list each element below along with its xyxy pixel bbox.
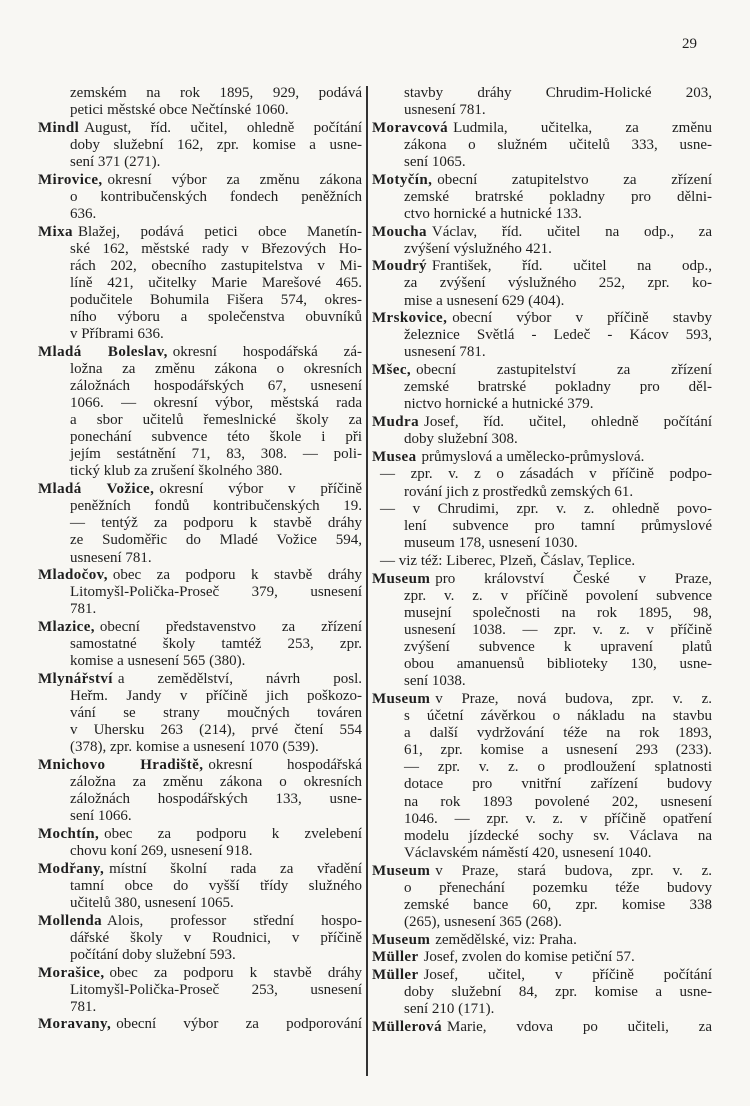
entry-text: v Uhersku 263 (214), prvé čtení 554 — [70, 722, 362, 739]
entry-line — [372, 241, 712, 258]
entry-text: a další vydržování téže na rok 1893, — [404, 725, 712, 742]
entry-line — [372, 863, 712, 880]
entry-text: záložna za změnu zákona o okresních — [70, 774, 362, 791]
entry-line — [38, 189, 362, 206]
entry-text: doby služební 308. — [404, 431, 518, 448]
entry-text: — zpr. v. z. o prodloužení splatnosti — [404, 759, 712, 776]
entry-line — [38, 463, 362, 480]
entry-text: pro království České v Praze, — [435, 570, 712, 587]
entry-line — [372, 258, 712, 275]
index-entry — [38, 619, 362, 670]
entry-text: samostatné školy tamtéž 253, zpr. — [70, 636, 362, 653]
entry-text: železnice Světlá - Ledeč - Kácov 593, — [404, 327, 712, 344]
entry-heading: Mudra — [372, 413, 419, 430]
entry-line — [372, 967, 712, 984]
entry-text: doby služební 162, zpr. komise a usne- — [70, 136, 362, 153]
entry-text: August, říd. učitel, ohledně počítání — [84, 119, 362, 136]
index-entry — [38, 913, 362, 964]
entry-line — [372, 362, 712, 379]
entry-heading: Musea — [372, 448, 417, 465]
index-entry — [372, 224, 712, 258]
entry-heading: Mšec, — [372, 362, 412, 379]
entry-text: usnesení 781. — [70, 549, 152, 566]
entry-text: Blažej, podává petici obce Manetín- — [77, 223, 362, 240]
entry-line — [372, 449, 712, 466]
entry-line — [38, 1016, 362, 1033]
entry-text: s účetní závěrkou o nákladu na stavbu — [404, 708, 712, 725]
entry-line — [38, 154, 362, 171]
entry-text: počítání doby služební 593. — [70, 946, 236, 963]
entry-line — [372, 484, 712, 501]
entry-text: v Příbrami 636. — [70, 326, 164, 343]
entry-line — [38, 739, 362, 756]
entry-heading: Mladá Vožice, — [38, 481, 155, 498]
entry-text: — tentýž za podporu k stavbě dráhy — [70, 515, 362, 532]
entry-heading: Museum — [372, 691, 431, 707]
entry-line — [372, 691, 712, 708]
entry-text: tamní obce do vyšší třídy služného — [70, 877, 362, 894]
entry-heading: Museum — [372, 862, 431, 879]
entry-line — [38, 601, 362, 618]
entry-text: jejím sestátnění 71, 83, 308. — poli- — [70, 446, 362, 463]
entry-text: podučitele Bohumila Fišera 574, okres- — [70, 291, 362, 308]
entry-text: zákona o služném učitelů 333, usne- — [404, 136, 712, 153]
entry-text: zpr. v. z. v příčině povolení subvence — [404, 587, 712, 604]
entry-line — [38, 999, 362, 1016]
entry-heading: Mochtín, — [38, 825, 100, 842]
entry-text: 781. — [70, 601, 97, 618]
entry-text: zemědělské, viz: Praha. — [435, 931, 577, 948]
entry-text: sení 1065. — [404, 153, 466, 170]
entry-line — [38, 275, 362, 292]
entry-heading: Müller — [372, 949, 419, 966]
entry-line — [372, 293, 712, 310]
index-subentry — [372, 501, 712, 552]
entry-text: Josef, zvolen do komise petiční 57. — [423, 949, 635, 966]
entry-line — [372, 673, 712, 690]
entry-line — [38, 309, 362, 326]
entry-line — [38, 172, 362, 189]
index-entry — [372, 120, 712, 171]
entry-line — [372, 154, 712, 171]
entry-text: záložnách hospodářských 67, usnesení — [70, 377, 362, 394]
entry-line — [372, 327, 712, 344]
entry-text: — zpr. v. z o zásadách v příčině podpo- — [380, 466, 712, 483]
entry-line — [38, 965, 362, 982]
entry-line — [38, 947, 362, 964]
entry-text: okresní hospodářská — [208, 757, 362, 773]
entry-line — [372, 172, 712, 189]
entry-line — [38, 515, 362, 532]
index-entry — [372, 449, 712, 466]
entry-text: obec za podporu k stavbě dráhy — [112, 567, 362, 584]
entry-text: zemské bance 60, zpr. komise 338 — [404, 896, 712, 913]
entry-text: museum 178, usnesení 1030. — [404, 535, 578, 552]
entry-text: petici městské obce Nečtínské 1060. — [70, 102, 289, 119]
entry-line — [38, 930, 362, 947]
entry-line — [372, 553, 712, 570]
entry-heading: Müllerová — [372, 1018, 442, 1035]
entry-text: ložna za změnu zákona o okresních — [70, 360, 362, 377]
entry-line — [38, 102, 362, 119]
index-entry — [372, 949, 712, 966]
index-entry — [372, 362, 712, 413]
index-entry — [372, 310, 712, 361]
entry-text: modelu jízdecké sochy sv. Václava na — [404, 827, 712, 844]
entry-line — [372, 742, 712, 759]
entry-text: Josef, učitel, v příčině počítání — [423, 966, 712, 983]
entry-line — [372, 759, 712, 776]
entry-text: Litomyšl-Polička-Proseč 253, usnesení — [70, 981, 362, 998]
entry-line — [38, 85, 362, 102]
index-entry — [38, 567, 362, 618]
entry-line — [38, 757, 362, 774]
entry-line — [372, 639, 712, 656]
entry-text: dotace pro vnitřní zařízení budovy — [404, 776, 712, 793]
entry-line — [372, 828, 712, 845]
entry-text: ze Sudoměřic do Mladé Vožice 594, — [70, 532, 362, 549]
entry-text: zvýšení výslužného 421. — [404, 240, 552, 257]
entry-text: zvýšení subvence k upravení platů — [404, 639, 712, 656]
index-entry — [38, 172, 362, 223]
entry-line — [38, 206, 362, 223]
entry-line — [38, 326, 362, 343]
entry-text: (378), zpr. komise a usnesení 1070 (539). — [70, 739, 319, 756]
entry-text: na rok 1893 povolené 202, usnesení — [404, 793, 712, 810]
entry-text: líně 421, učitelky Marie Marešové 465. — [70, 274, 362, 291]
entry-text: obecní představenstvo za zřízení — [99, 619, 362, 636]
entry-text: doby služební 84, zpr. komise a usne- — [404, 983, 712, 1000]
entry-heading: Moucha — [372, 223, 427, 240]
index-entry — [372, 967, 712, 1018]
entry-text: peněžních fondů kontribučenských 19. — [70, 498, 362, 515]
entry-line — [38, 378, 362, 395]
entry-heading: Mladočov, — [38, 567, 108, 584]
entry-line — [38, 361, 362, 378]
entry-heading: Müller — [372, 966, 419, 983]
entry-heading: Moravcová — [372, 119, 449, 136]
entry-text: o přenechání pozemku téže budovy — [404, 879, 712, 896]
entry-line — [372, 725, 712, 742]
entry-heading: Mixa — [38, 223, 73, 240]
entry-heading: Mladá Boleslav, — [38, 343, 168, 360]
entry-heading: Mindl — [38, 119, 80, 136]
entry-heading: Mollenda — [38, 912, 103, 929]
index-entry — [38, 861, 362, 912]
entry-text: Ludmila, učitelka, za změnu — [453, 119, 712, 136]
index-entry — [38, 224, 362, 344]
entry-text: 781. — [70, 998, 97, 1015]
entry-heading: Museum — [372, 570, 431, 587]
index-entry — [372, 863, 712, 931]
entry-line — [38, 412, 362, 429]
entry-line — [372, 518, 712, 535]
entry-text: sení 371 (271). — [70, 153, 161, 170]
entry-line — [38, 913, 362, 930]
entry-line — [38, 982, 362, 999]
index-entry — [372, 172, 712, 223]
entry-text: mise a usnesení 629 (404). — [404, 292, 565, 309]
entry-text: rování jich z prostředků zemských 61. — [404, 483, 634, 500]
entry-text: rách 202, obecního zastupitelstva v Mi- — [70, 257, 362, 274]
entry-text: — viz též: Liberec, Plzeň, Čáslav, Teplice. — [380, 553, 636, 570]
entry-line — [372, 310, 712, 327]
entry-line — [372, 932, 712, 949]
entry-line — [372, 501, 712, 518]
entry-line — [38, 636, 362, 653]
entry-text: Litomyšl-Polička-Proseč 379, usnesení — [70, 584, 362, 601]
index-entry — [372, 691, 712, 862]
entry-line — [372, 379, 712, 396]
entry-line — [372, 949, 712, 966]
entry-line — [372, 794, 712, 811]
entry-text: 1066. — okresní výbor, městská rada — [70, 395, 362, 412]
entry-text: vání se strany moučných továren — [70, 705, 362, 722]
entry-text: komise a usnesení 565 (380). — [70, 653, 246, 670]
entry-line — [38, 241, 362, 258]
entry-text: stavby dráhy Chrudim-Holické 203, — [404, 85, 712, 101]
entry-text: 61, zpr. komise a usnesení 293 (233). — [404, 742, 712, 759]
entry-line — [38, 429, 362, 446]
entry-text: — v Chrudimi, zpr. v. z. ohledně povo- — [380, 501, 712, 518]
entry-heading: Mlynářství — [38, 670, 113, 687]
entry-text: záložnách hospodářských 133, usne- — [70, 791, 362, 808]
entry-text: okresní výbor za změnu zákona — [107, 171, 362, 188]
entry-line — [372, 224, 712, 241]
entry-line — [38, 895, 362, 912]
entry-text: okresní výbor v příčině — [159, 481, 362, 498]
entry-text: ního výboru a společenstva obuvníků — [70, 309, 362, 325]
index-entry — [372, 571, 712, 691]
entry-text: obecní zastupitelství za zřízení — [416, 362, 712, 379]
entry-text: usnesení 781. — [404, 102, 486, 119]
index-entry — [38, 826, 362, 860]
entry-text: zemském na rok 1895, 929, podává — [70, 85, 362, 101]
entry-text: sení 210 (171). — [404, 1001, 495, 1018]
entry-line — [372, 845, 712, 862]
entry-line — [38, 619, 362, 636]
entry-line — [38, 498, 362, 515]
entry-line — [38, 705, 362, 722]
entry-line — [38, 671, 362, 688]
entry-line — [38, 808, 362, 825]
entry-line — [372, 880, 712, 897]
index-entry — [372, 932, 712, 949]
entry-line — [38, 292, 362, 309]
entry-line — [372, 120, 712, 137]
entry-line — [38, 258, 362, 275]
index-entry — [372, 1019, 712, 1036]
entry-line — [38, 395, 362, 412]
entry-line — [372, 102, 712, 119]
entry-heading: Moravany, — [38, 1016, 112, 1033]
entry-text: obec za podporu k stavbě dráhy — [109, 964, 362, 981]
entry-text: obec za podporu k zvelebení — [104, 825, 362, 842]
entry-line — [38, 120, 362, 137]
entry-text: tický klub za zrušení školného 380. — [70, 463, 283, 480]
entry-line — [38, 826, 362, 843]
entry-text: dářské školy v Roudnici, v příčině — [70, 929, 362, 946]
entry-line — [38, 224, 362, 241]
entry-text: ctvo hornické a hutnické 133. — [404, 205, 582, 222]
entry-text: usnesení 1038. — zpr. v. z. v příčině — [404, 622, 712, 639]
entry-heading: Mirovice, — [38, 171, 103, 188]
entry-text: zemské bratrské pokladny pro dělni- — [404, 188, 712, 205]
entry-heading: Morašice, — [38, 964, 105, 981]
entry-line — [372, 811, 712, 828]
entry-text: 636. — [70, 205, 97, 222]
entry-text: 1046. — zpr. v. z. v příčině opatření — [404, 810, 712, 827]
entry-text: Marie, vdova po učiteli, za — [446, 1018, 712, 1035]
entry-line — [38, 446, 362, 463]
entry-line — [372, 605, 712, 622]
entry-line — [372, 396, 712, 413]
entry-heading: Mlazice, — [38, 619, 95, 636]
entry-line — [38, 774, 362, 791]
entry-line — [38, 344, 362, 361]
entry-line — [38, 861, 362, 878]
entry-line — [372, 897, 712, 914]
entry-text: v Praze, nová budova, zpr. v. z. — [435, 691, 712, 707]
entry-text: ponechání subvence této škole i při — [70, 429, 362, 446]
entry-heading: Motyčín, — [372, 171, 433, 188]
entry-text: obou amanuensů biblioteky 130, usne- — [404, 656, 712, 673]
entry-heading: Mnichovo Hradiště, — [38, 757, 204, 773]
column-divider — [366, 86, 368, 1076]
index-entry — [38, 344, 362, 481]
entry-line — [372, 708, 712, 725]
entry-line — [372, 535, 712, 552]
entry-line — [372, 1001, 712, 1018]
entry-text: Josef, říd. učitel, ohledně počítání — [424, 413, 712, 430]
index-entry — [38, 120, 362, 171]
entry-line — [372, 571, 712, 588]
entry-line — [372, 137, 712, 154]
entry-line — [372, 622, 712, 639]
entry-text: a zemědělství, návrh posl. — [117, 670, 362, 687]
entry-text: o kontribučenských fondech peněžních — [70, 188, 362, 205]
entry-text: sení 1066. — [70, 808, 132, 825]
entry-line — [372, 776, 712, 793]
entry-line — [372, 984, 712, 1001]
entry-line — [38, 653, 362, 670]
entry-line — [372, 344, 712, 361]
index-entry-continuation — [372, 85, 712, 119]
entry-text: průmyslová a umělecko-průmyslová. — [421, 448, 645, 465]
entry-line — [372, 914, 712, 931]
entry-text: obecní zatupitelstvo za zřízení — [437, 171, 712, 188]
entry-text: usnesení 781. — [404, 344, 486, 361]
entry-line — [372, 1019, 712, 1036]
entry-text: Václavském náměstí 420, usnesení 1040. — [404, 844, 652, 861]
entry-line — [38, 567, 362, 584]
entry-text: musejní společnosti na rok 1895, 98, — [404, 604, 712, 621]
index-entry — [38, 757, 362, 825]
entry-text: za zvýšení výslužného 252, zpr. ko- — [404, 275, 712, 292]
entry-text: nictvo hornické a hutnické 379. — [404, 396, 594, 413]
entry-line — [372, 206, 712, 223]
index-column-left — [38, 85, 362, 1034]
entry-text: Václav, říd. učitel na odp., za — [431, 223, 712, 240]
entry-line — [38, 791, 362, 808]
entry-text: okresní hospodářská zá- — [172, 343, 362, 360]
index-subentry — [372, 553, 712, 570]
entry-heading: Moudrý — [372, 258, 427, 275]
entry-text: místní školní rada za vřadění — [109, 860, 362, 877]
index-entry — [372, 414, 712, 448]
entry-heading: Mrskovice, — [372, 310, 448, 327]
index-column-right — [372, 85, 712, 1036]
entry-text: a sbor učitelů řemeslnické školy za — [70, 412, 362, 429]
entry-line — [38, 550, 362, 567]
index-entry — [372, 258, 712, 309]
entry-line — [38, 688, 362, 705]
entry-text: sení 1038. — [404, 673, 466, 690]
entry-line — [372, 656, 712, 673]
entry-text: obecní výbor za podporování — [116, 1016, 362, 1033]
entry-heading: Modřany, — [38, 860, 105, 877]
index-subentry — [372, 466, 712, 500]
entry-text: chovu koní 269, usnesení 918. — [70, 843, 253, 860]
entry-text: v Praze, stará budova, zpr. v. z. — [435, 862, 712, 879]
entry-line — [372, 588, 712, 605]
entry-line — [372, 414, 712, 431]
entry-line — [38, 532, 362, 549]
index-entry — [38, 1016, 362, 1033]
entry-line — [38, 843, 362, 860]
entry-line — [372, 85, 712, 102]
entry-line — [372, 431, 712, 448]
entry-line — [38, 137, 362, 154]
entry-text: ské 162, městské rady v Březových Ho- — [70, 240, 362, 257]
entry-line — [38, 722, 362, 739]
index-entry-continuation — [38, 85, 362, 119]
page-number: 29 — [682, 36, 697, 52]
entry-text: (265), usnesení 365 (268). — [404, 913, 562, 930]
entry-text: František, říd. učitel na odp., — [431, 258, 712, 275]
entry-text: Alois, professor střední hospo- — [107, 912, 362, 929]
index-entry — [38, 481, 362, 566]
entry-text: obecní výbor v příčině stavby — [452, 310, 712, 327]
entry-line — [372, 466, 712, 483]
entry-line — [372, 189, 712, 206]
entry-line — [38, 878, 362, 895]
entry-text: lení subvence pro tamní průmyslové — [404, 518, 712, 535]
entry-text: učitelů 380, usnesení 1065. — [70, 894, 234, 911]
index-entry — [38, 671, 362, 756]
entry-line — [38, 481, 362, 498]
entry-text: Heřm. Jandy v příčině jich poškozo- — [70, 688, 362, 705]
entry-line — [38, 584, 362, 601]
entry-heading: Museum — [372, 931, 431, 948]
entry-line — [372, 275, 712, 292]
entry-text: zemské bratrské pokladny pro děl- — [404, 379, 712, 396]
index-entry — [38, 965, 362, 1016]
